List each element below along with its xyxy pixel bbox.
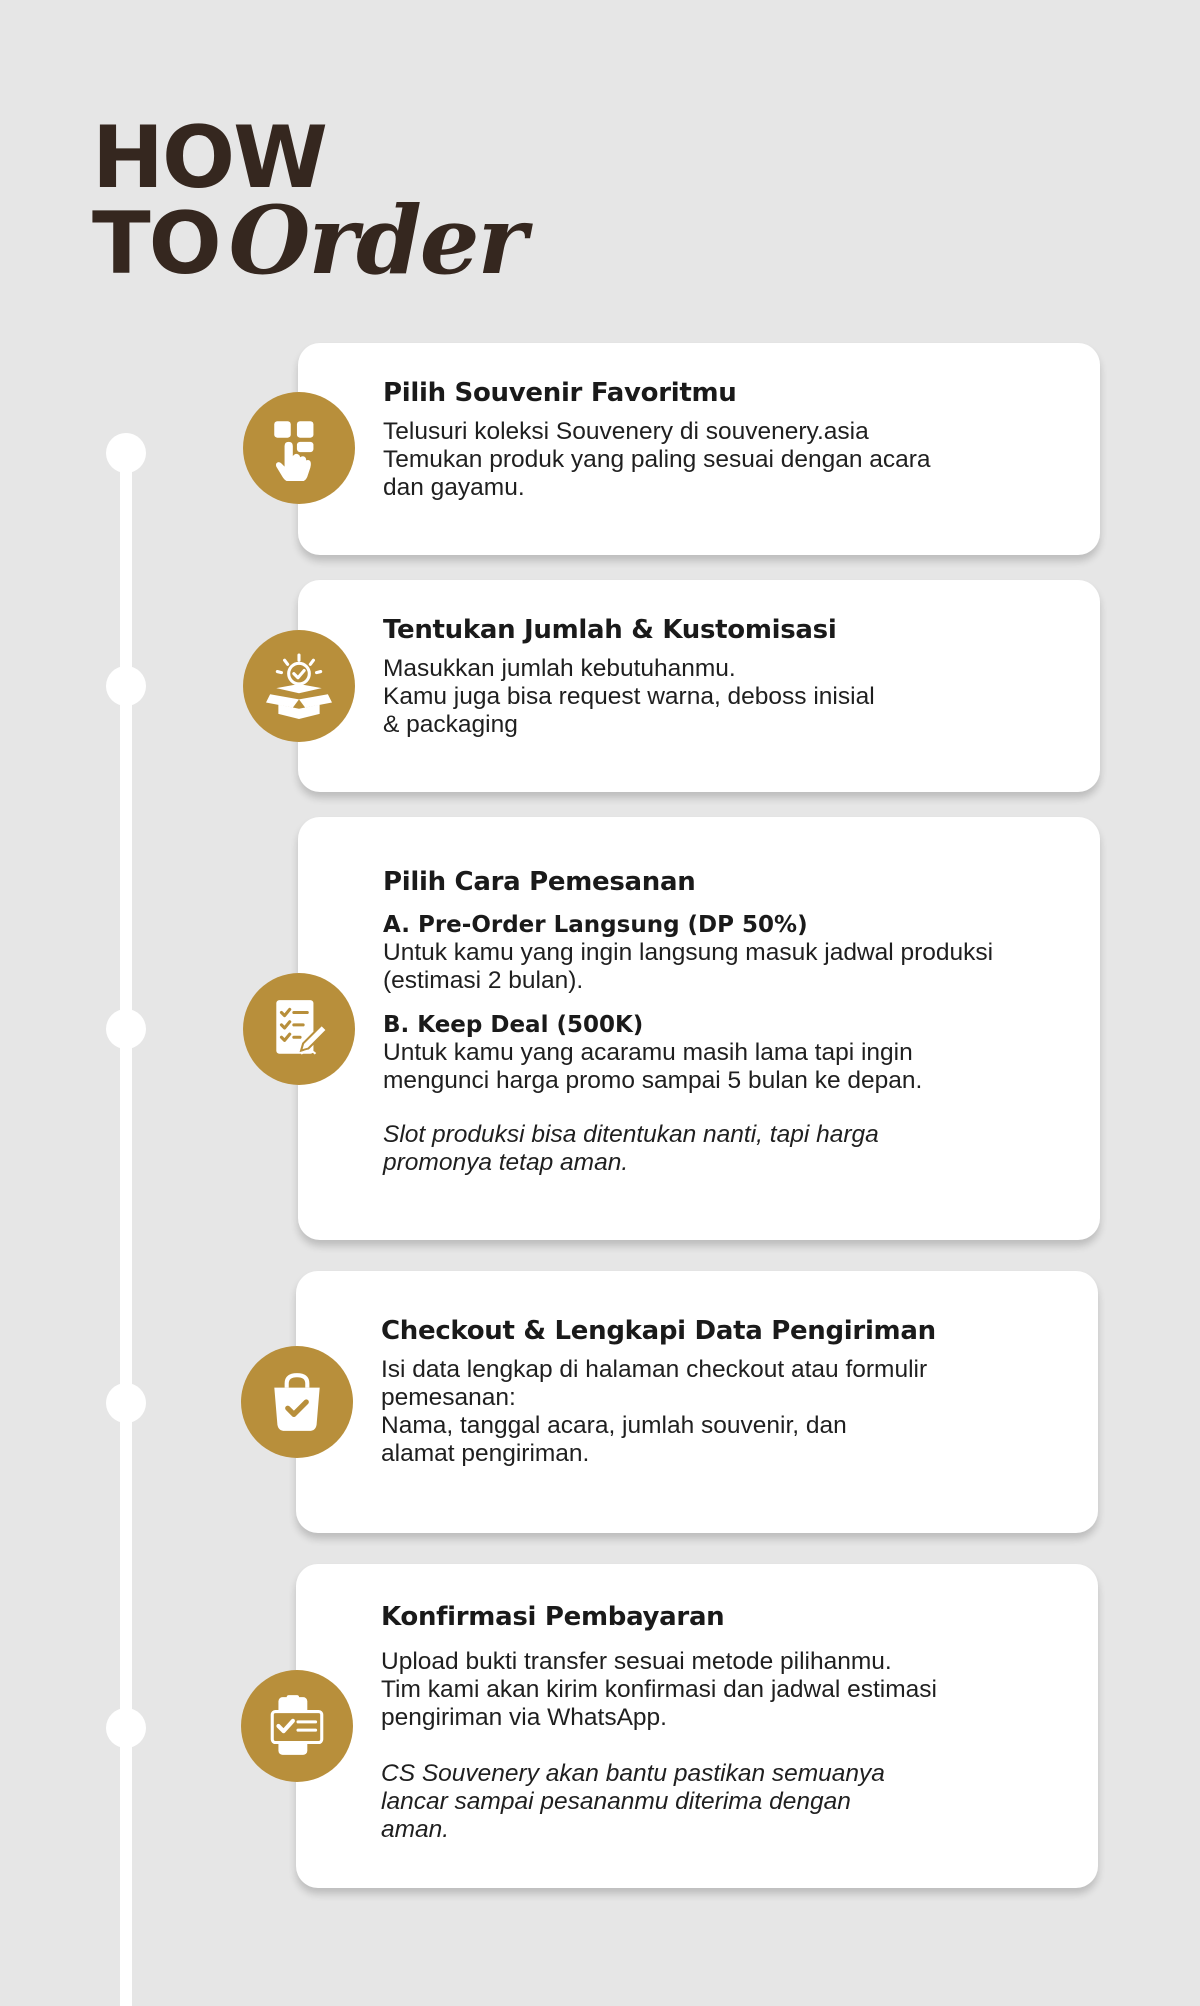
step-5-line: Tim kami akan kirim konfirmasi dan jadwal estimasi xyxy=(381,1676,937,1703)
timeline-dot-3 xyxy=(106,1009,146,1049)
step-card-5 xyxy=(296,1564,1098,1888)
step-card-4 xyxy=(296,1271,1098,1533)
title-to: TO xyxy=(92,194,220,294)
step-3-title: Pilih Cara Pemesanan xyxy=(383,867,696,897)
step-5-line: pengiriman via WhatsApp. xyxy=(381,1704,667,1731)
step-1-line: Temukan produk yang paling sesuai dengan acara xyxy=(383,446,931,473)
step-5-note-line: lancar sampai pesananmu diterima dengan xyxy=(381,1788,851,1815)
step-4-line: Isi data lengkap di halaman checkout atau formulir xyxy=(381,1356,928,1383)
step-4-line: alamat pengiriman. xyxy=(381,1440,590,1467)
step-4-title: Checkout & Lengkapi Data Pengiriman xyxy=(381,1316,936,1346)
option-a-line: (estimasi 2 bulan). xyxy=(383,967,584,994)
option-b-line: Untuk kamu yang acaramu masih lama tapi ingin xyxy=(383,1039,913,1066)
payment-check-icon xyxy=(241,1670,353,1782)
hand-tap-icon xyxy=(243,392,355,504)
title-order: Order xyxy=(228,186,526,296)
option-a-title: A. Pre-Order Langsung (DP 50%) xyxy=(383,912,808,938)
step-4-line: Nama, tanggal acara, jumlah souvenir, dan xyxy=(381,1412,847,1439)
step-card-2 xyxy=(298,580,1100,792)
step-1-line: dan gayamu. xyxy=(383,474,525,501)
step-3-note-line: Slot produksi bisa ditentukan nanti, tapi harga xyxy=(383,1121,879,1148)
title-line-2 xyxy=(92,186,526,305)
title-how: HOW xyxy=(92,108,326,208)
step-card-1 xyxy=(298,343,1100,555)
option-a-description xyxy=(383,939,1070,995)
step-3-note-line: promonya tetap aman. xyxy=(383,1149,629,1176)
step-4-line: pemesanan: xyxy=(381,1384,516,1411)
option-b-line: mengunci harga promo sampai 5 bulan ke depan. xyxy=(383,1067,923,1094)
step-1-line: Telusuri koleksi Souvenery di souvenery.asia xyxy=(383,418,869,445)
step-2-description xyxy=(383,655,1070,739)
step-5-note-line: CS Souvenery akan bantu pastikan semuanya xyxy=(381,1760,885,1787)
timeline-dot-5 xyxy=(106,1708,146,1748)
step-2-line: Kamu juga bisa request warna, deboss inisial xyxy=(383,683,875,710)
step-1-title: Pilih Souvenir Favoritmu xyxy=(383,378,737,408)
step-5-title: Konfirmasi Pembayaran xyxy=(381,1602,725,1632)
option-b-description xyxy=(383,1039,1070,1095)
shopping-bag-check-icon xyxy=(241,1346,353,1458)
step-2-line: & packaging xyxy=(383,711,518,738)
step-5-line: Upload bukti transfer sesuai metode pilihanmu. xyxy=(381,1648,892,1675)
timeline-dot-4 xyxy=(106,1383,146,1423)
page-title xyxy=(92,108,526,305)
step-5-description xyxy=(381,1648,1068,1732)
step-3-note xyxy=(383,1121,1070,1177)
step-5-note xyxy=(381,1760,1068,1844)
step-2-title: Tentukan Jumlah & Kustomisasi xyxy=(383,615,837,645)
step-card-3 xyxy=(298,817,1100,1240)
step-4-description xyxy=(381,1356,1068,1468)
checklist-sign-icon xyxy=(243,973,355,1085)
option-a-line: Untuk kamu yang ingin langsung masuk jadwal produksi xyxy=(383,939,994,966)
step-1-description xyxy=(383,418,1070,502)
option-b-title: B. Keep Deal (500K) xyxy=(383,1012,644,1038)
timeline-dot-2 xyxy=(106,666,146,706)
step-5-note-line: aman. xyxy=(381,1816,450,1843)
box-check-icon xyxy=(243,630,355,742)
step-2-line: Masukkan jumlah kebutuhanmu. xyxy=(383,655,736,682)
timeline-dot-1 xyxy=(106,433,146,473)
